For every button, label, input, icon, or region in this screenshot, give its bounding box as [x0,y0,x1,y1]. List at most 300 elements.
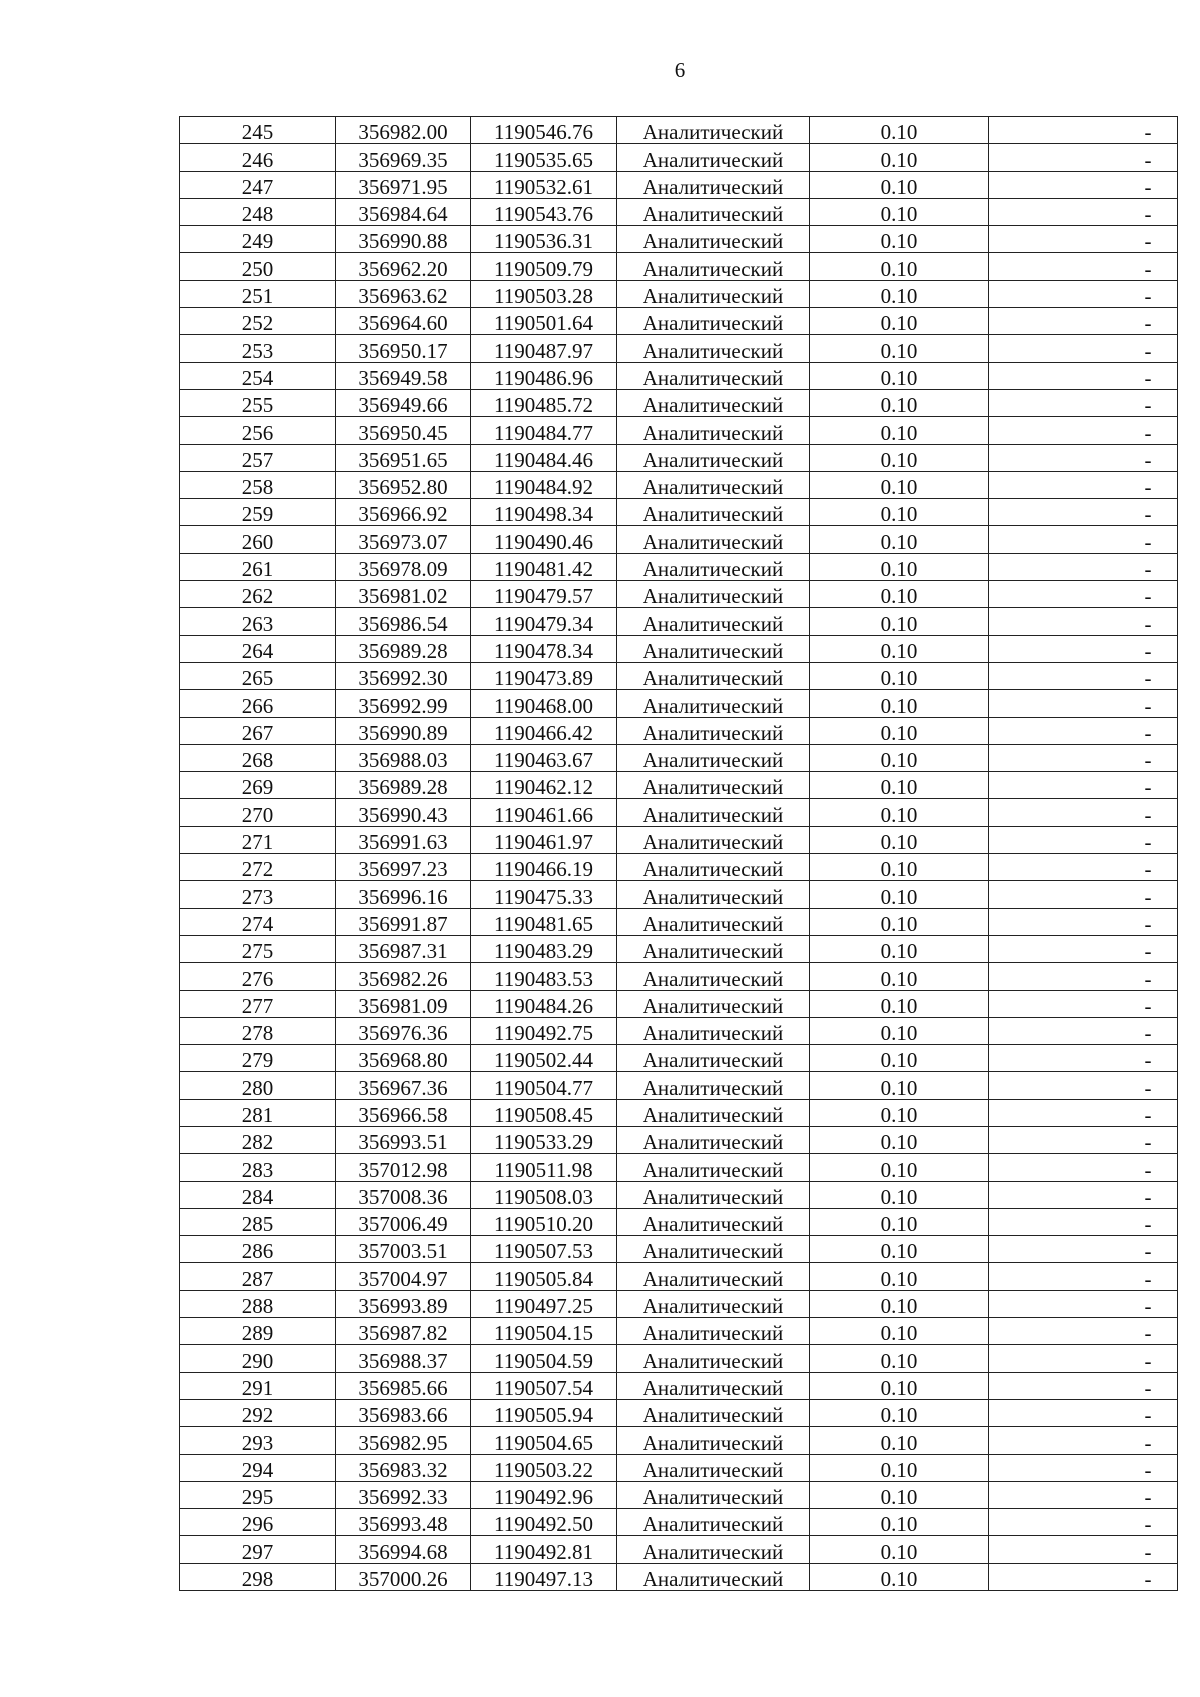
table-row [180,1154,1178,1181]
accuracy-cell: 0.10 [810,1509,989,1536]
accuracy-cell: 0.10 [810,717,989,744]
accuracy-cell: 0.10 [810,1263,989,1290]
note-cell: - [989,253,1178,280]
table-row [180,553,1178,580]
x-coordinate-cell: 356991.87 [336,908,471,935]
y-coordinate-cell: 1190497.25 [471,1290,617,1317]
accuracy-cell: 0.10 [810,990,989,1017]
point-number-cell: 284 [180,1181,336,1208]
y-coordinate-cell: 1190505.84 [471,1263,617,1290]
accuracy-cell: 0.10 [810,1399,989,1426]
method-cell: Аналитический [617,963,810,990]
method-cell: Аналитический [617,553,810,580]
method-cell: Аналитический [617,1263,810,1290]
method-cell: Аналитический [617,581,810,608]
x-coordinate-cell: 356992.30 [336,662,471,689]
accuracy-cell: 0.10 [810,1045,989,1072]
point-number-cell: 298 [180,1563,336,1590]
method-cell: Аналитический [617,444,810,471]
method-cell: Аналитический [617,1208,810,1235]
x-coordinate-cell: 356987.82 [336,1318,471,1345]
note-cell: - [989,1236,1178,1263]
note-cell: - [989,1318,1178,1345]
accuracy-cell: 0.10 [810,826,989,853]
note-cell: - [989,935,1178,962]
x-coordinate-cell: 357012.98 [336,1154,471,1181]
x-coordinate-cell: 356985.66 [336,1372,471,1399]
table-row [180,144,1178,171]
x-coordinate-cell: 356993.89 [336,1290,471,1317]
y-coordinate-cell: 1190461.66 [471,799,617,826]
accuracy-cell: 0.10 [810,1481,989,1508]
note-cell: - [989,226,1178,253]
accuracy-cell: 0.10 [810,1181,989,1208]
note-cell: - [989,717,1178,744]
method-cell: Аналитический [617,117,810,144]
x-coordinate-cell: 356983.66 [336,1399,471,1426]
page-number: 6 [674,58,686,82]
y-coordinate-cell: 1190473.89 [471,662,617,689]
note-cell: - [989,854,1178,881]
table-row [180,389,1178,416]
method-cell: Аналитический [617,826,810,853]
note-cell: - [989,553,1178,580]
y-coordinate-cell: 1190466.19 [471,854,617,881]
table-row [180,1427,1178,1454]
accuracy-cell: 0.10 [810,608,989,635]
table-row [180,1481,1178,1508]
x-coordinate-cell: 356993.51 [336,1126,471,1153]
note-cell: - [989,117,1178,144]
point-number-cell: 262 [180,581,336,608]
x-coordinate-cell: 356962.20 [336,253,471,280]
method-cell: Аналитический [617,772,810,799]
y-coordinate-cell: 1190533.29 [471,1126,617,1153]
table-row [180,335,1178,362]
point-number-cell: 285 [180,1208,336,1235]
note-cell: - [989,471,1178,498]
point-number-cell: 256 [180,417,336,444]
accuracy-cell: 0.10 [810,389,989,416]
accuracy-cell: 0.10 [810,854,989,881]
table-row [180,1454,1178,1481]
note-cell: - [989,581,1178,608]
method-cell: Аналитический [617,1454,810,1481]
note-cell: - [989,1154,1178,1181]
accuracy-cell: 0.10 [810,935,989,962]
y-coordinate-cell: 1190504.15 [471,1318,617,1345]
y-coordinate-cell: 1190546.76 [471,117,617,144]
x-coordinate-cell: 356952.80 [336,471,471,498]
method-cell: Аналитический [617,471,810,498]
x-coordinate-cell: 356996.16 [336,881,471,908]
point-number-cell: 280 [180,1072,336,1099]
accuracy-cell: 0.10 [810,253,989,280]
table-row [180,1563,1178,1590]
table-row [180,1181,1178,1208]
y-coordinate-cell: 1190483.29 [471,935,617,962]
y-coordinate-cell: 1190492.75 [471,1017,617,1044]
accuracy-cell: 0.10 [810,471,989,498]
table-row [180,226,1178,253]
y-coordinate-cell: 1190492.96 [471,1481,617,1508]
x-coordinate-cell: 356990.89 [336,717,471,744]
point-number-cell: 282 [180,1126,336,1153]
accuracy-cell: 0.10 [810,1563,989,1590]
table-row [180,1536,1178,1563]
x-coordinate-cell: 356966.58 [336,1099,471,1126]
table-row [180,471,1178,498]
note-cell: - [989,1099,1178,1126]
y-coordinate-cell: 1190505.94 [471,1399,617,1426]
point-number-cell: 261 [180,553,336,580]
y-coordinate-cell: 1190479.34 [471,608,617,635]
note-cell: - [989,1017,1178,1044]
method-cell: Аналитический [617,198,810,225]
x-coordinate-cell: 356968.80 [336,1045,471,1072]
method-cell: Аналитический [617,1126,810,1153]
method-cell: Аналитический [617,717,810,744]
point-number-cell: 252 [180,308,336,335]
method-cell: Аналитический [617,1236,810,1263]
table-row [180,581,1178,608]
method-cell: Аналитический [617,308,810,335]
note-cell: - [989,1454,1178,1481]
method-cell: Аналитический [617,935,810,962]
y-coordinate-cell: 1190485.72 [471,389,617,416]
accuracy-cell: 0.10 [810,1099,989,1126]
accuracy-cell: 0.10 [810,1154,989,1181]
note-cell: - [989,1399,1178,1426]
y-coordinate-cell: 1190479.57 [471,581,617,608]
point-number-cell: 295 [180,1481,336,1508]
y-coordinate-cell: 1190492.50 [471,1509,617,1536]
coordinates-table-body [180,117,1178,1591]
table-row [180,253,1178,280]
x-coordinate-cell: 356987.31 [336,935,471,962]
table-row [180,990,1178,1017]
table-row [180,1208,1178,1235]
method-cell: Аналитический [617,1099,810,1126]
coordinates-table [179,116,1178,1591]
x-coordinate-cell: 357000.26 [336,1563,471,1590]
note-cell: - [989,908,1178,935]
accuracy-cell: 0.10 [810,526,989,553]
method-cell: Аналитический [617,635,810,662]
table-row [180,690,1178,717]
note-cell: - [989,881,1178,908]
note-cell: - [989,444,1178,471]
note-cell: - [989,635,1178,662]
note-cell: - [989,198,1178,225]
table-row [180,1345,1178,1372]
note-cell: - [989,526,1178,553]
table-row [180,1017,1178,1044]
y-coordinate-cell: 1190487.97 [471,335,617,362]
y-coordinate-cell: 1190481.65 [471,908,617,935]
note-cell: - [989,335,1178,362]
point-number-cell: 274 [180,908,336,935]
point-number-cell: 269 [180,772,336,799]
table-row [180,1263,1178,1290]
y-coordinate-cell: 1190508.03 [471,1181,617,1208]
accuracy-cell: 0.10 [810,499,989,526]
note-cell: - [989,1345,1178,1372]
accuracy-cell: 0.10 [810,280,989,307]
table-row [180,772,1178,799]
method-cell: Аналитический [617,389,810,416]
accuracy-cell: 0.10 [810,581,989,608]
method-cell: Аналитический [617,1536,810,1563]
y-coordinate-cell: 1190475.33 [471,881,617,908]
x-coordinate-cell: 356988.03 [336,744,471,771]
point-number-cell: 271 [180,826,336,853]
point-number-cell: 277 [180,990,336,1017]
point-number-cell: 283 [180,1154,336,1181]
y-coordinate-cell: 1190486.96 [471,362,617,389]
method-cell: Аналитический [617,1399,810,1426]
x-coordinate-cell: 356969.35 [336,144,471,171]
note-cell: - [989,826,1178,853]
x-coordinate-cell: 356983.32 [336,1454,471,1481]
y-coordinate-cell: 1190463.67 [471,744,617,771]
point-number-cell: 255 [180,389,336,416]
point-number-cell: 248 [180,198,336,225]
accuracy-cell: 0.10 [810,553,989,580]
y-coordinate-cell: 1190504.77 [471,1072,617,1099]
x-coordinate-cell: 356993.48 [336,1509,471,1536]
table-row [180,1099,1178,1126]
point-number-cell: 260 [180,526,336,553]
y-coordinate-cell: 1190536.31 [471,226,617,253]
table-row [180,362,1178,389]
note-cell: - [989,280,1178,307]
x-coordinate-cell: 356949.58 [336,362,471,389]
note-cell: - [989,1072,1178,1099]
accuracy-cell: 0.10 [810,1427,989,1454]
y-coordinate-cell: 1190484.46 [471,444,617,471]
y-coordinate-cell: 1190535.65 [471,144,617,171]
accuracy-cell: 0.10 [810,335,989,362]
note-cell: - [989,1427,1178,1454]
y-coordinate-cell: 1190532.61 [471,171,617,198]
table-row [180,1072,1178,1099]
y-coordinate-cell: 1190484.92 [471,471,617,498]
x-coordinate-cell: 356991.63 [336,826,471,853]
x-coordinate-cell: 356976.36 [336,1017,471,1044]
note-cell: - [989,499,1178,526]
point-number-cell: 258 [180,471,336,498]
x-coordinate-cell: 356949.66 [336,389,471,416]
x-coordinate-cell: 356978.09 [336,553,471,580]
point-number-cell: 245 [180,117,336,144]
accuracy-cell: 0.10 [810,1236,989,1263]
accuracy-cell: 0.10 [810,744,989,771]
x-coordinate-cell: 356963.62 [336,280,471,307]
table-row [180,1318,1178,1345]
y-coordinate-cell: 1190481.42 [471,553,617,580]
point-number-cell: 278 [180,1017,336,1044]
method-cell: Аналитический [617,854,810,881]
method-cell: Аналитический [617,690,810,717]
point-number-cell: 247 [180,171,336,198]
point-number-cell: 264 [180,635,336,662]
method-cell: Аналитический [617,744,810,771]
y-coordinate-cell: 1190508.45 [471,1099,617,1126]
point-number-cell: 293 [180,1427,336,1454]
accuracy-cell: 0.10 [810,1126,989,1153]
y-coordinate-cell: 1190509.79 [471,253,617,280]
table-row [180,1372,1178,1399]
note-cell: - [989,744,1178,771]
table-row [180,935,1178,962]
method-cell: Аналитический [617,362,810,389]
method-cell: Аналитический [617,1345,810,1372]
method-cell: Аналитический [617,1290,810,1317]
x-coordinate-cell: 356982.00 [336,117,471,144]
method-cell: Аналитический [617,226,810,253]
table-row [180,963,1178,990]
x-coordinate-cell: 356986.54 [336,608,471,635]
table-row [180,662,1178,689]
x-coordinate-cell: 356989.28 [336,772,471,799]
table-row [180,171,1178,198]
note-cell: - [989,772,1178,799]
table-row [180,1045,1178,1072]
accuracy-cell: 0.10 [810,144,989,171]
x-coordinate-cell: 357006.49 [336,1208,471,1235]
note-cell: - [989,362,1178,389]
accuracy-cell: 0.10 [810,1372,989,1399]
method-cell: Аналитический [617,526,810,553]
point-number-cell: 289 [180,1318,336,1345]
x-coordinate-cell: 356971.95 [336,171,471,198]
x-coordinate-cell: 356966.92 [336,499,471,526]
accuracy-cell: 0.10 [810,198,989,225]
accuracy-cell: 0.10 [810,1345,989,1372]
table-row [180,854,1178,881]
x-coordinate-cell: 356990.88 [336,226,471,253]
method-cell: Аналитический [617,608,810,635]
accuracy-cell: 0.10 [810,417,989,444]
method-cell: Аналитический [617,280,810,307]
y-coordinate-cell: 1190503.22 [471,1454,617,1481]
accuracy-cell: 0.10 [810,226,989,253]
y-coordinate-cell: 1190462.12 [471,772,617,799]
accuracy-cell: 0.10 [810,908,989,935]
accuracy-cell: 0.10 [810,1290,989,1317]
y-coordinate-cell: 1190507.53 [471,1236,617,1263]
x-coordinate-cell: 356964.60 [336,308,471,335]
table-row [180,280,1178,307]
x-coordinate-cell: 356981.02 [336,581,471,608]
note-cell: - [989,1126,1178,1153]
note-cell: - [989,1045,1178,1072]
point-number-cell: 265 [180,662,336,689]
table-row [180,744,1178,771]
note-cell: - [989,308,1178,335]
table-row [180,881,1178,908]
point-number-cell: 275 [180,935,336,962]
y-coordinate-cell: 1190501.64 [471,308,617,335]
point-number-cell: 259 [180,499,336,526]
y-coordinate-cell: 1190503.28 [471,280,617,307]
point-number-cell: 279 [180,1045,336,1072]
x-coordinate-cell: 356984.64 [336,198,471,225]
note-cell: - [989,1509,1178,1536]
point-number-cell: 253 [180,335,336,362]
x-coordinate-cell: 356989.28 [336,635,471,662]
y-coordinate-cell: 1190498.34 [471,499,617,526]
method-cell: Аналитический [617,499,810,526]
point-number-cell: 257 [180,444,336,471]
y-coordinate-cell: 1190484.77 [471,417,617,444]
note-cell: - [989,1563,1178,1590]
method-cell: Аналитический [617,1509,810,1536]
point-number-cell: 270 [180,799,336,826]
accuracy-cell: 0.10 [810,635,989,662]
method-cell: Аналитический [617,799,810,826]
accuracy-cell: 0.10 [810,772,989,799]
method-cell: Аналитический [617,171,810,198]
note-cell: - [989,1481,1178,1508]
note-cell: - [989,417,1178,444]
table-row [180,1126,1178,1153]
y-coordinate-cell: 1190461.97 [471,826,617,853]
point-number-cell: 254 [180,362,336,389]
accuracy-cell: 0.10 [810,1208,989,1235]
table-row [180,717,1178,744]
accuracy-cell: 0.10 [810,690,989,717]
method-cell: Аналитический [617,335,810,362]
x-coordinate-cell: 357008.36 [336,1181,471,1208]
table-row [180,198,1178,225]
x-coordinate-cell: 356982.26 [336,963,471,990]
table-row [180,635,1178,662]
method-cell: Аналитический [617,1017,810,1044]
point-number-cell: 273 [180,881,336,908]
point-number-cell: 281 [180,1099,336,1126]
accuracy-cell: 0.10 [810,881,989,908]
y-coordinate-cell: 1190497.13 [471,1563,617,1590]
note-cell: - [989,1290,1178,1317]
point-number-cell: 246 [180,144,336,171]
accuracy-cell: 0.10 [810,444,989,471]
y-coordinate-cell: 1190468.00 [471,690,617,717]
table-row [180,417,1178,444]
accuracy-cell: 0.10 [810,799,989,826]
method-cell: Аналитический [617,1563,810,1590]
table-row [180,1509,1178,1536]
table-row [180,117,1178,144]
accuracy-cell: 0.10 [810,1072,989,1099]
accuracy-cell: 0.10 [810,362,989,389]
method-cell: Аналитический [617,1072,810,1099]
y-coordinate-cell: 1190484.26 [471,990,617,1017]
table-row [180,444,1178,471]
accuracy-cell: 0.10 [810,662,989,689]
note-cell: - [989,608,1178,635]
x-coordinate-cell: 357004.97 [336,1263,471,1290]
note-cell: - [989,1263,1178,1290]
table-row [180,308,1178,335]
x-coordinate-cell: 356988.37 [336,1345,471,1372]
note-cell: - [989,1536,1178,1563]
accuracy-cell: 0.10 [810,963,989,990]
note-cell: - [989,662,1178,689]
point-number-cell: 266 [180,690,336,717]
table-row [180,1290,1178,1317]
